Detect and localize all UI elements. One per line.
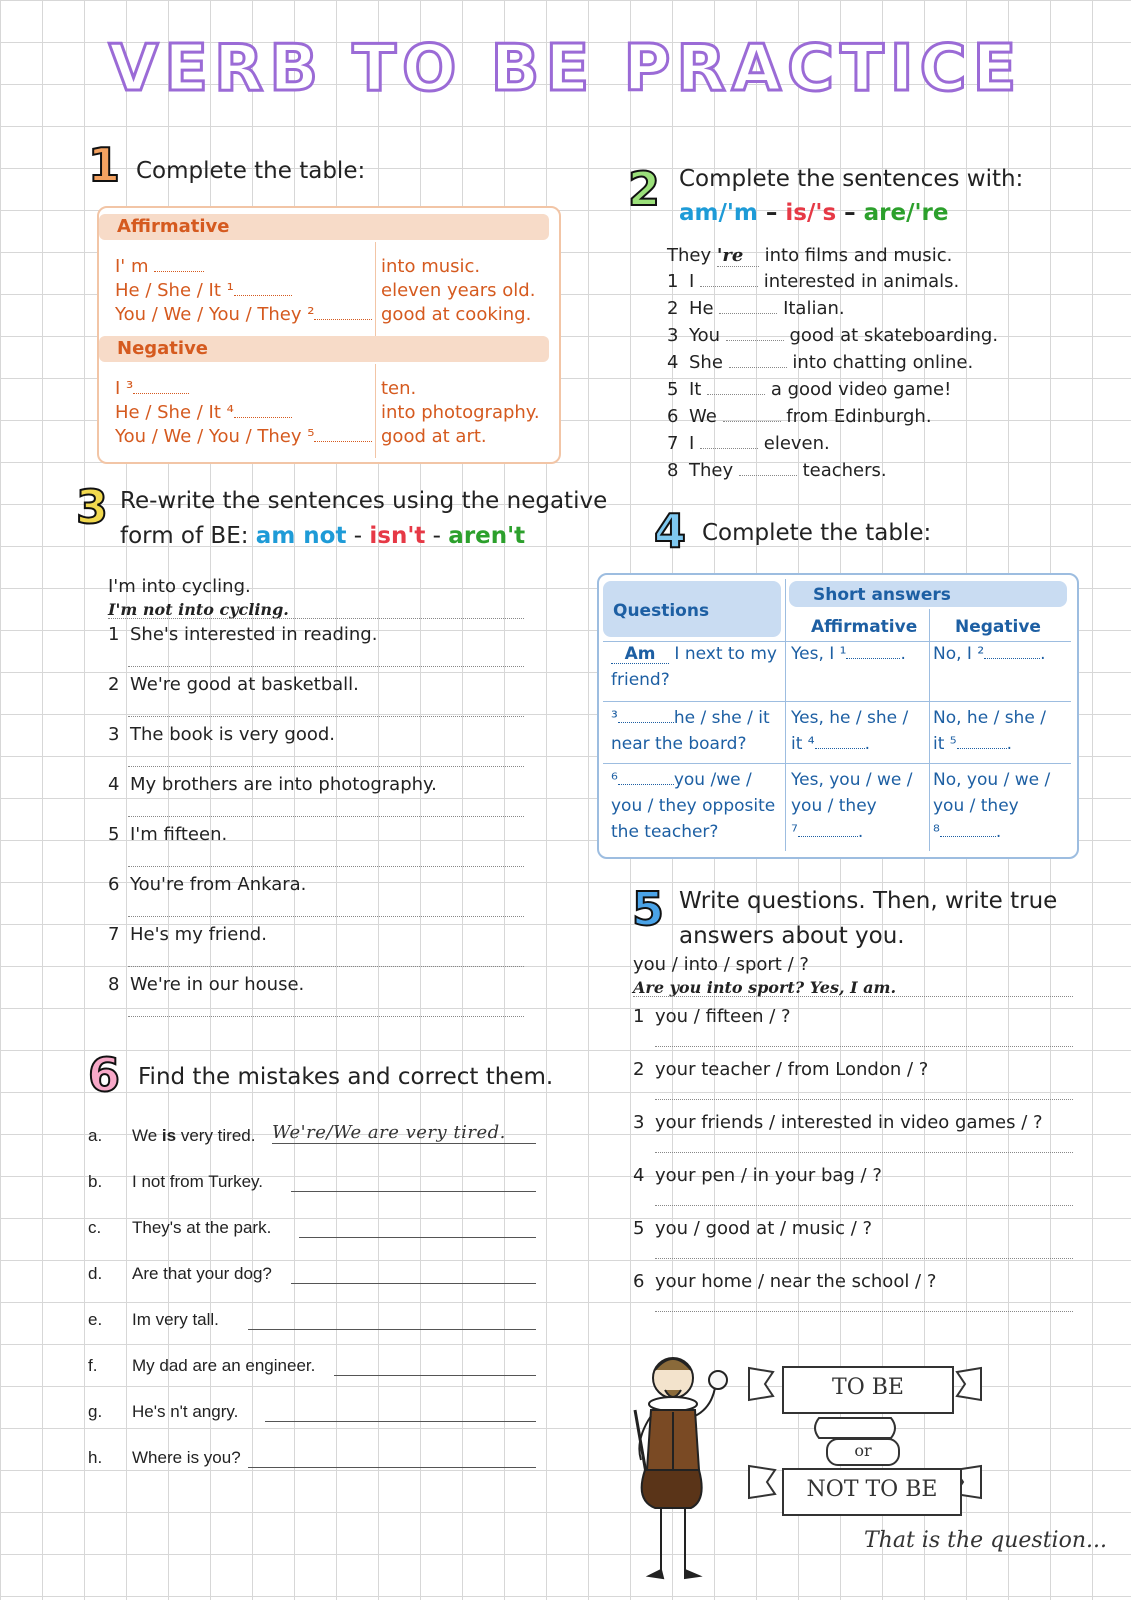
- ex5-heading-line1: Write questions. Then, write true: [679, 888, 1058, 914]
- ex5-answer-line[interactable]: [655, 1099, 1073, 1100]
- a3-sup: ⁷: [791, 822, 798, 842]
- ex3-item-text: You're from Ankara.: [130, 874, 307, 895]
- aff-complement-1: into music.: [381, 256, 481, 277]
- ex2-item-subject: I: [689, 271, 701, 292]
- ex2-item-subject: We: [689, 406, 723, 427]
- a2-blank[interactable]: [815, 734, 865, 749]
- q2-blank[interactable]: [618, 708, 674, 723]
- option-is: is/'s: [785, 200, 837, 226]
- ex6-answer-line[interactable]: [334, 1375, 536, 1376]
- ex5-item: [633, 1165, 882, 1186]
- a2-line2: it ⁴: [791, 734, 815, 754]
- ex3-item-number: 2: [108, 674, 120, 695]
- ex2-item-subject: You: [689, 325, 726, 346]
- n3-sup: ⁸: [933, 822, 940, 842]
- exercise-5-number: 5: [632, 882, 665, 936]
- q3-line3: the teacher?: [611, 822, 719, 842]
- ex2-item-rest: Italian.: [777, 298, 845, 319]
- n1-text: No, I ²: [933, 644, 985, 664]
- ex2-example-answer: 're: [717, 245, 759, 267]
- neg-blank-0[interactable]: [133, 379, 189, 394]
- ex3-item: [108, 974, 304, 995]
- ex3-answer-line[interactable]: [128, 716, 524, 717]
- ex6-item: [88, 1218, 271, 1238]
- ex5-answer-line[interactable]: [655, 1046, 1073, 1047]
- ex3-am-not: am not: [255, 523, 347, 549]
- ex2-blank[interactable]: [723, 407, 781, 422]
- ex6-item-text: Where is you?: [132, 1448, 241, 1467]
- ex3-item-text: We're good at basketball.: [130, 674, 359, 695]
- ex6-answer[interactable]: We're/We are very tired.: [272, 1122, 536, 1144]
- neg-complement-2: into photography.: [381, 402, 540, 423]
- a1-blank[interactable]: [846, 644, 900, 659]
- ex6-answer-line[interactable]: [291, 1191, 536, 1192]
- affirmative-band: Affirmative: [99, 214, 549, 240]
- exercise-3-number: 3: [76, 480, 109, 534]
- ex3-example-answer: I'm not into cycling.: [108, 600, 289, 619]
- a3-line1: Yes, you / we /: [791, 770, 913, 790]
- a1-text: Yes, I ¹: [791, 644, 847, 664]
- exercise-1-table: [97, 206, 561, 464]
- ex5-answer-line[interactable]: [655, 1152, 1073, 1153]
- neg-subject-2: He / She / It ⁴: [115, 402, 234, 423]
- ex5-example-answer: Are you into sport? Yes, I am.: [633, 978, 897, 997]
- shakespeare-illustration: [615, 1350, 735, 1585]
- ex6-item: [88, 1402, 238, 1422]
- ex2-item-number: 5: [667, 379, 679, 400]
- ex2-item-subject: They: [689, 460, 739, 481]
- ex2-item: [667, 298, 845, 319]
- q2-sup: ³: [611, 708, 618, 728]
- ex6-item-text: My dad are an engineer.: [132, 1356, 316, 1375]
- q2-text: he / she / it: [673, 708, 770, 728]
- ex2-blank[interactable]: [700, 434, 758, 449]
- ex3-item: [108, 674, 359, 695]
- option-am: am/'m: [679, 200, 758, 226]
- ex2-item-rest: from Edinburgh.: [780, 406, 932, 427]
- q2-line2: near the board?: [611, 734, 747, 754]
- exercise-5-heading: [679, 884, 1057, 954]
- ex5-item-text: your friends / interested in video games / ?: [655, 1112, 1043, 1133]
- ex6-item-text: He's n't angry.: [132, 1402, 239, 1421]
- ex2-example-subject: They: [667, 245, 712, 266]
- aff-subject-3: You / We / You / They ²: [115, 304, 315, 325]
- ex3-example: I'm into cycling.: [108, 576, 251, 597]
- ex6-item: [88, 1172, 263, 1192]
- ex3-item: [108, 874, 306, 895]
- ex5-item-text: you / good at / music / ?: [655, 1218, 873, 1239]
- ex5-item-text: your teacher / from London / ?: [655, 1059, 929, 1080]
- a3-line2: you / they: [791, 796, 877, 816]
- ex5-item: [633, 1218, 872, 1239]
- ex3-item: [108, 624, 377, 645]
- ex3-isnt: isn't: [369, 523, 426, 549]
- ex2-item-subject: I: [689, 433, 701, 454]
- n2-blank[interactable]: [957, 734, 1007, 749]
- q1-text: I next to my: [674, 644, 777, 664]
- ex5-item-text: your home / near the school / ?: [655, 1271, 937, 1292]
- ex6-item-text: We: [132, 1126, 162, 1145]
- ex5-item-number: 4: [633, 1165, 645, 1186]
- affirmative-header: Affirmative: [811, 617, 918, 637]
- n3-line1: No, you / we /: [933, 770, 1051, 790]
- ex2-example: [667, 245, 952, 267]
- ex2-item-rest: interested in animals.: [758, 271, 960, 292]
- exercise-4-heading: Complete the table:: [702, 520, 932, 546]
- n3-line2: you / they: [933, 796, 1019, 816]
- exercise-2-heading: Complete the sentences with:: [679, 166, 1024, 192]
- n3-blank[interactable]: [940, 822, 996, 837]
- ex6-answer-line[interactable]: [265, 1421, 536, 1422]
- ex2-blank[interactable]: [729, 353, 787, 368]
- ex3-item-number: 3: [108, 724, 120, 745]
- a2-line1: Yes, he / she /: [791, 708, 909, 728]
- ex6-item: [88, 1126, 255, 1146]
- neg-complement-3: good at art.: [381, 426, 487, 447]
- exercise-2-options: [679, 200, 949, 226]
- neg-subject-1: I ³: [115, 378, 134, 399]
- ex3-arent: aren't: [448, 523, 526, 549]
- ex5-item-number: 2: [633, 1059, 645, 1080]
- ex6-item: [88, 1356, 315, 1376]
- ex3-item-number: 8: [108, 974, 120, 995]
- not-to-be-banner: NOT TO BE: [782, 1468, 962, 1516]
- ex5-answer-line[interactable]: [655, 1311, 1073, 1312]
- ex2-item: [667, 352, 973, 373]
- ex2-item-subject: It: [689, 379, 708, 400]
- neg-blank-2[interactable]: [314, 427, 372, 442]
- ex6-item-letter: e.: [88, 1310, 103, 1329]
- ex2-blank[interactable]: [707, 380, 765, 395]
- ex3-heading-line2: [120, 519, 607, 554]
- ex3-item: [108, 724, 335, 745]
- ex3-answer-line[interactable]: [128, 966, 524, 967]
- exercise-2-number: 2: [628, 162, 661, 216]
- ex6-item-letter: b.: [88, 1172, 103, 1191]
- ex2-item-rest: eleven.: [758, 433, 830, 454]
- dash: –: [836, 200, 864, 226]
- q3-line2: you / they opposite: [611, 796, 776, 816]
- ex3-item-number: 6: [108, 874, 120, 895]
- ex3-item-number: 1: [108, 624, 120, 645]
- ex5-item: [633, 1112, 1043, 1133]
- q1-answer: Am: [611, 641, 669, 664]
- ex5-item: [633, 1059, 928, 1080]
- ex6-item-text: Im very tall.: [132, 1310, 219, 1329]
- ex6-item-text: I not from Turkey.: [132, 1172, 264, 1191]
- ex5-item-text: you / fifteen / ?: [655, 1006, 791, 1027]
- ex5-item-number: 1: [633, 1006, 645, 1027]
- ex2-item-number: 8: [667, 460, 679, 481]
- ex5-heading-line2: answers about you.: [679, 923, 905, 949]
- or-banner: or: [826, 1438, 900, 1466]
- q3-sup: ⁶: [611, 770, 618, 790]
- ex3-item-text: My brothers are into photography.: [130, 774, 437, 795]
- aff-complement-3: good at cooking.: [381, 304, 532, 325]
- ex3-item-number: 5: [108, 824, 120, 845]
- ex3-answer-line[interactable]: [128, 816, 524, 817]
- ex3-answer-line[interactable]: [128, 866, 524, 867]
- ex6-item: [88, 1310, 219, 1330]
- ex3-item: [108, 774, 437, 795]
- ex2-blank[interactable]: [726, 326, 784, 341]
- ex6-item-letter: g.: [88, 1402, 103, 1421]
- neg-subject-3: You / We / You / They ⁵: [115, 426, 315, 447]
- ex2-blank[interactable]: [739, 461, 797, 476]
- ex6-item-letter: d.: [88, 1264, 103, 1283]
- ex3-item: [108, 924, 267, 945]
- page-title: VERB TO BE PRACTICE: [108, 32, 1023, 106]
- n2-line2: it ⁵: [933, 734, 957, 754]
- ex3-answer-line[interactable]: [128, 766, 524, 767]
- ex6-answer-line[interactable]: [291, 1283, 536, 1284]
- ex3-heading-prefix: form of BE:: [120, 523, 256, 549]
- dash: –: [757, 200, 786, 226]
- ex5-item-text: your pen / in your bag / ?: [655, 1165, 882, 1186]
- exercise-6-number: 6: [88, 1048, 121, 1102]
- q1-line2: friend?: [611, 670, 670, 690]
- ex2-item: [667, 379, 951, 400]
- ex2-item-number: 4: [667, 352, 679, 373]
- option-are: are/'re: [863, 200, 949, 226]
- ex5-item: [633, 1271, 936, 1292]
- ex2-item-number: 3: [667, 325, 679, 346]
- ex5-example: you / into / sport / ?: [633, 954, 809, 975]
- ex6-item-letter: a.: [88, 1126, 103, 1145]
- ex3-answer-line[interactable]: [128, 1016, 524, 1017]
- aff-complement-2: eleven years old.: [381, 280, 536, 301]
- neg-blank-1[interactable]: [234, 403, 292, 418]
- ex6-answer-line[interactable]: [248, 1467, 536, 1468]
- ex6-item-letter: c.: [88, 1218, 102, 1237]
- exercise-4-number: 4: [654, 504, 687, 558]
- ex5-item: [633, 1006, 791, 1027]
- ex6-item-letter: h.: [88, 1448, 103, 1467]
- a3-blank[interactable]: [798, 822, 858, 837]
- q3-blank[interactable]: [618, 770, 674, 785]
- neg-complement-1: ten.: [381, 378, 417, 399]
- ex6-item: [88, 1448, 241, 1468]
- aff-blank-2[interactable]: [314, 305, 372, 320]
- ex2-item: [667, 271, 959, 292]
- ex3-item-text: I'm fifteen.: [130, 824, 228, 845]
- q3-text: you /we /: [673, 770, 752, 790]
- ex2-item-rest: into chatting online.: [786, 352, 974, 373]
- questions-header: Questions: [613, 601, 710, 621]
- ex3-item-number: 7: [108, 924, 120, 945]
- ex2-item-number: 7: [667, 433, 679, 454]
- ex3-item-number: 4: [108, 774, 120, 795]
- ex2-item-rest: a good video game!: [765, 379, 952, 400]
- ex2-item: [667, 325, 998, 346]
- exercise-1-number: 1: [88, 138, 121, 192]
- exercise-6-heading: Find the mistakes and correct them.: [138, 1064, 554, 1090]
- ex2-item-subject: She: [689, 352, 729, 373]
- ex2-example-rest: into films and music.: [764, 245, 953, 266]
- ex2-item: [667, 433, 830, 454]
- separator: -: [425, 523, 449, 549]
- aff-subject-1: I' m: [115, 256, 149, 277]
- question-caption: That is the question...: [864, 1528, 1107, 1553]
- aff-blank-0[interactable]: [154, 257, 204, 272]
- ex2-item-subject: He: [689, 298, 720, 319]
- ex3-item-text: We're in our house.: [130, 974, 305, 995]
- ex3-item: [108, 824, 227, 845]
- short-answers-header: Short answers: [813, 585, 951, 605]
- ex2-blank[interactable]: [700, 272, 758, 287]
- ex6-item-text-rest: very tired.: [176, 1126, 256, 1145]
- ex3-item-text: She's interested in reading.: [130, 624, 378, 645]
- ex6-item-text: They's at the park.: [132, 1218, 272, 1237]
- ex6-item-letter: f.: [88, 1356, 98, 1375]
- ex2-blank[interactable]: [719, 299, 777, 314]
- n1-blank[interactable]: [984, 644, 1040, 659]
- aff-blank-1[interactable]: [234, 281, 292, 296]
- ex5-answer-line[interactable]: [655, 1258, 1073, 1259]
- exercise-3-heading: [120, 484, 607, 554]
- aff-subject-2: He / She / It ¹: [115, 280, 234, 301]
- negative-header: Negative: [955, 617, 1041, 637]
- ex5-item-number: 3: [633, 1112, 645, 1133]
- ex2-item-rest: good at skateboarding.: [783, 325, 999, 346]
- ex3-item-text: He's my friend.: [130, 924, 267, 945]
- ex3-item-text: The book is very good.: [130, 724, 335, 745]
- ex3-answer-line[interactable]: [128, 916, 524, 917]
- ex5-answer-line[interactable]: [655, 1205, 1073, 1206]
- ex2-item-number: 1: [667, 271, 679, 292]
- to-be-banner: TO BE: [782, 1366, 954, 1414]
- ex3-answer-line[interactable]: [128, 666, 524, 667]
- ex3-heading-line1: Re-write the sentences using the negative: [120, 488, 608, 514]
- exercise-1-heading: Complete the table:: [136, 158, 366, 184]
- ex2-item-rest: teachers.: [796, 460, 887, 481]
- ex5-item-number: 5: [633, 1218, 645, 1239]
- ex2-item: [667, 406, 932, 427]
- ex6-item-error: is: [161, 1126, 177, 1145]
- exercise-4-table: Questions Short answers Affirmative Negative Am I next to my friend? Yes, I ¹ . No, I ² . ³ he / she / it near the board? Yes, he / she / it ⁴ . No, he / she / it ⁵ . ⁶ you /we / you / they opposite the teacher? Yes, you / we / you / they ⁷ . No, you / we / you / they ⁸ .: [597, 573, 1079, 859]
- n2-line1: No, he / she /: [933, 708, 1046, 728]
- ex2-item: [667, 460, 887, 481]
- ex2-item-number: 2: [667, 298, 679, 319]
- ex6-answer-line[interactable]: [299, 1237, 536, 1238]
- ex6-item: [88, 1264, 272, 1284]
- negative-band: Negative: [99, 336, 549, 362]
- ex6-answer-line[interactable]: [248, 1329, 536, 1330]
- ex2-item-number: 6: [667, 406, 679, 427]
- ex5-item-number: 6: [633, 1271, 645, 1292]
- ex6-item-text: Are that your dog?: [132, 1264, 272, 1283]
- separator: -: [346, 523, 370, 549]
